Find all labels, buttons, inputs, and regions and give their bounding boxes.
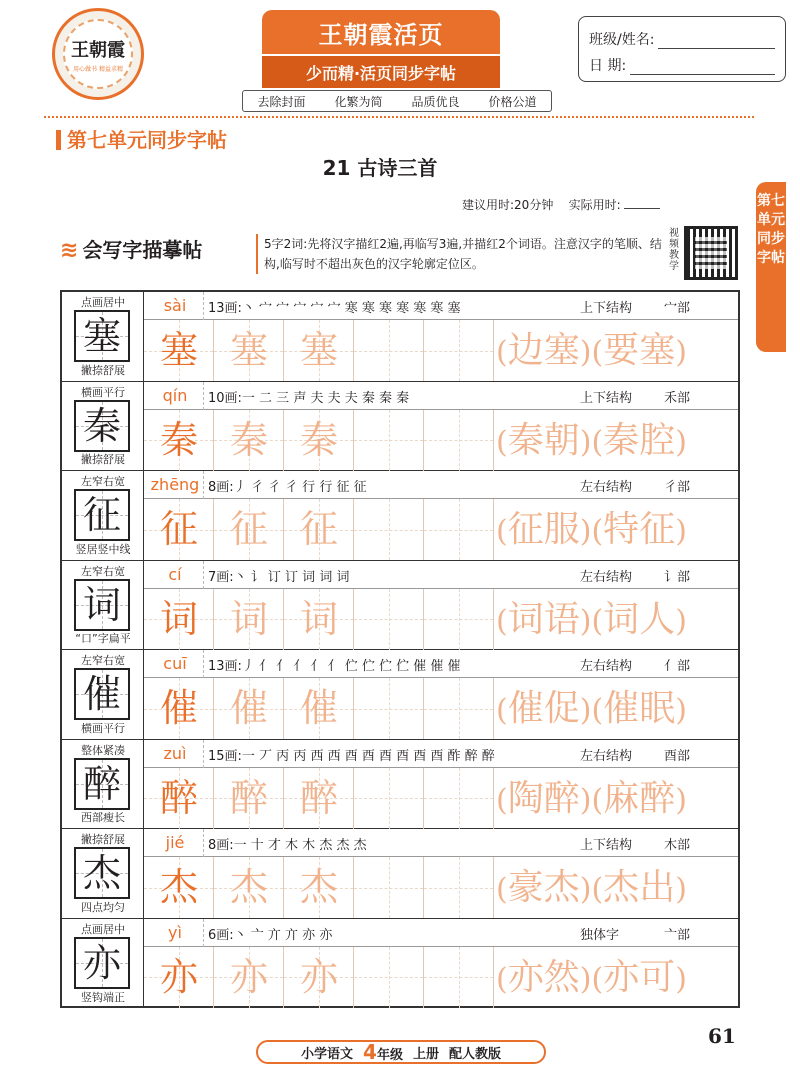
- lesson-title: 21 古诗三首: [322, 156, 438, 180]
- practice-cell[interactable]: [424, 499, 494, 560]
- pinyin: zuì: [163, 743, 187, 763]
- date-label: 日 期:: [589, 58, 627, 74]
- logo-sub: 用心做书 精益求精: [73, 65, 123, 73]
- writing-tip-top: 左窄右宽: [81, 475, 125, 488]
- word-char: 眠: [639, 688, 676, 729]
- char-info-strip: [144, 292, 738, 320]
- trace-char: 杰: [159, 865, 198, 909]
- word-char: 催: [507, 688, 544, 729]
- instructions: 5字2词:先将汉字描红2遍,再临写3遍,并描红2个词语。注意汉字的笔顺、结构,临写时不超出灰色的汉字轮廓定位区。: [256, 234, 666, 274]
- header-divider: [44, 116, 754, 118]
- slogan-item: 品质优良: [411, 94, 460, 109]
- practice-cell[interactable]: [354, 678, 424, 739]
- word-char: 可: [639, 956, 676, 998]
- word-char: 塞: [639, 330, 676, 371]
- trace-char: 征: [299, 507, 338, 551]
- word-trace[interactable]: (催促)(催眠): [496, 688, 687, 729]
- character-row: [62, 650, 738, 740]
- char-radical: 彳部: [664, 480, 691, 495]
- word-char: 杰: [543, 867, 580, 908]
- practice-area: [144, 589, 738, 650]
- trace-char: 秦: [159, 417, 198, 462]
- practice-cell[interactable]: [144, 857, 214, 918]
- trace-char: 征: [229, 507, 268, 551]
- char-info-strip: [144, 650, 738, 678]
- practice-cell[interactable]: [214, 589, 284, 650]
- char-info-strip: [144, 740, 738, 768]
- char-structure: 上下结构: [580, 390, 633, 406]
- char-structure: 左右结构: [580, 659, 633, 674]
- word-char: 秦: [603, 419, 640, 461]
- section-title: ≋ 会写字描摹帖: [60, 238, 203, 263]
- name-field[interactable]: [658, 31, 775, 49]
- practice-cell[interactable]: [214, 768, 284, 829]
- practice-cell[interactable]: [354, 857, 424, 918]
- char-radical: 酉部: [664, 748, 691, 764]
- character-row: [62, 829, 738, 919]
- word-char: 要: [603, 330, 640, 371]
- practice-cell[interactable]: [214, 499, 284, 560]
- practice-cell[interactable]: [284, 499, 354, 560]
- practice-area: [144, 320, 738, 381]
- model-char-box: [74, 668, 130, 720]
- stroke-order: 13画:丿 亻 亻 亻 亻 亻 伫 伫 伫 伫 催 催 催: [208, 659, 461, 674]
- name-label: 班级/姓名:: [589, 32, 655, 48]
- word-char: 人: [639, 598, 676, 640]
- stroke-order: 8画:丿 彳 彳 彳 行 行 征 征: [208, 480, 367, 495]
- unit-title: 第七单元同步字帖: [56, 124, 227, 153]
- writing-tip-bottom: “口”字扁平: [75, 632, 131, 645]
- trace-char: 征: [159, 507, 198, 551]
- practice-area: [144, 768, 738, 829]
- char-radical: 亠部: [664, 927, 691, 943]
- trace-char: 秦: [229, 417, 268, 462]
- practice-cell[interactable]: [144, 768, 214, 829]
- stroke-order: 6画:丶 亠 亣 亣 亦 亦: [208, 927, 333, 943]
- qr-label: 视频教学: [669, 228, 679, 272]
- trace-char: 醉: [299, 775, 338, 820]
- model-char: 亦: [82, 940, 121, 985]
- practice-area: [144, 857, 738, 918]
- pinyin: yì: [168, 922, 182, 942]
- char-structure: 上下结构: [580, 301, 633, 316]
- practice-area: [144, 947, 738, 1008]
- actual-time-field[interactable]: [624, 208, 660, 209]
- char-structure: 左右结构: [580, 480, 633, 495]
- trace-char: 词: [229, 596, 268, 641]
- word-char: 服: [543, 509, 580, 550]
- footer-term: 上册: [412, 1046, 439, 1062]
- word-trace[interactable]: (亦然)(亦可): [496, 956, 687, 998]
- word-char: 征: [639, 509, 676, 550]
- character-row: [62, 561, 738, 651]
- char-model-column: [62, 829, 144, 918]
- brand-banner: [262, 10, 500, 88]
- practice-cell[interactable]: [354, 320, 424, 381]
- trace-char: 催: [159, 686, 198, 730]
- trace-char: 词: [299, 596, 338, 641]
- practice-cell[interactable]: [284, 320, 354, 381]
- practice-area: [144, 678, 738, 739]
- practice-area: [144, 410, 738, 471]
- practice-cell[interactable]: [284, 768, 354, 829]
- pinyin: jié: [165, 833, 185, 852]
- model-char: 词: [82, 582, 121, 627]
- model-char: 醉: [82, 761, 121, 806]
- practice-cell[interactable]: [354, 589, 424, 650]
- writing-tip-bottom: 西部瘦长: [81, 811, 125, 824]
- word-char: 促: [543, 688, 580, 729]
- practice-cell[interactable]: [424, 947, 494, 1008]
- word-char: 朝: [543, 419, 580, 461]
- character-row: [62, 740, 738, 830]
- writing-tip-top: 横画平行: [81, 385, 125, 399]
- word-char: 语: [543, 598, 580, 640]
- banner-title: 王朝霞活页: [318, 20, 444, 49]
- word-trace[interactable]: (词语)(词人): [496, 598, 687, 640]
- practice-cell[interactable]: [144, 320, 214, 381]
- word-trace[interactable]: (陶醉)(麻醉): [496, 777, 687, 819]
- word-trace[interactable]: (豪杰)(杰出): [496, 867, 687, 908]
- char-structure: 上下结构: [580, 838, 633, 853]
- practice-cell[interactable]: [424, 410, 494, 471]
- word-char: 出: [639, 867, 676, 908]
- word-char: 醉: [639, 777, 676, 819]
- char-info-strip: [144, 561, 738, 589]
- trace-char: 亦: [159, 954, 198, 999]
- trace-char: 亦: [299, 954, 338, 999]
- trace-char: 词: [159, 596, 198, 641]
- model-char: 秦: [82, 403, 121, 448]
- practice-cell[interactable]: [284, 678, 354, 739]
- practice-cell[interactable]: [144, 589, 214, 650]
- writing-tip-top: 撇捺舒展: [81, 833, 125, 846]
- char-info-strip: [144, 471, 738, 499]
- word-char: 边: [507, 330, 544, 371]
- footer-grade-number: 4: [363, 1040, 377, 1064]
- model-char: 杰: [82, 851, 121, 895]
- word-trace[interactable]: (秦朝)(秦腔): [496, 419, 687, 461]
- practice-cell[interactable]: [214, 857, 284, 918]
- qr-code-icon[interactable]: [684, 226, 738, 280]
- word-char: 腔: [639, 419, 676, 461]
- word-char: 麻: [603, 777, 640, 819]
- trace-char: 塞: [229, 328, 268, 372]
- practice-cell[interactable]: [424, 678, 494, 739]
- character-row: [62, 919, 738, 1009]
- slogan-bar: [242, 90, 552, 112]
- slogan-item: 去除封面: [257, 94, 306, 109]
- practice-cell[interactable]: [354, 410, 424, 471]
- character-row: [62, 382, 738, 472]
- banner-subtitle: 少而精·活页同步字帖: [305, 63, 457, 83]
- writing-tip-bottom: 撇捺舒展: [81, 363, 125, 377]
- trace-char: 秦: [299, 417, 338, 462]
- practice-cell[interactable]: [144, 678, 214, 739]
- char-radical: 亻部: [664, 659, 691, 674]
- practice-cell[interactable]: [284, 857, 354, 918]
- char-structure: 左右结构: [580, 569, 633, 585]
- logo-text: 王朝霞: [71, 39, 125, 61]
- trace-char: 亦: [229, 954, 268, 999]
- trace-char: 杰: [299, 865, 338, 909]
- time-row: [462, 196, 660, 213]
- char-model-column: [62, 561, 144, 650]
- page-number: 61: [708, 1024, 736, 1048]
- char-model-column: [62, 471, 144, 560]
- writing-tip-top: 点画居中: [81, 296, 125, 309]
- practice-cell[interactable]: [144, 499, 214, 560]
- stroke-order: 13画:丶 宀 宀 宀 宀 宀 寒 寒 寒 寒 寒 寒 塞: [208, 301, 461, 316]
- practice-cell[interactable]: [354, 947, 424, 1008]
- char-radical: 宀部: [664, 301, 691, 316]
- writing-tip-top: 左窄右宽: [81, 654, 125, 667]
- char-model-column: [62, 382, 144, 471]
- model-char-box: [74, 579, 130, 631]
- char-model-column: [62, 919, 144, 1009]
- model-char-box: [74, 937, 130, 989]
- writing-tip-bottom: 撇捺舒展: [81, 453, 125, 466]
- word-char: 然: [543, 956, 580, 998]
- footer-badge: [256, 1040, 546, 1064]
- word-char: 征: [507, 509, 544, 550]
- char-model-column: [62, 650, 144, 739]
- word-char: 催: [603, 688, 640, 729]
- practice-grid: [60, 290, 740, 1008]
- practice-cell[interactable]: [144, 410, 214, 471]
- writing-tip-bottom: 竖居竖中线: [75, 542, 131, 556]
- model-char: 催: [82, 672, 121, 716]
- pinyin: cí: [168, 564, 182, 584]
- char-model-column: [62, 740, 144, 829]
- practice-cell[interactable]: [284, 410, 354, 471]
- writing-tip-bottom: 横画平行: [81, 721, 125, 735]
- word-char: 特: [603, 509, 640, 550]
- footer-edition: 配人教版: [448, 1046, 501, 1062]
- practice-cell[interactable]: [424, 857, 494, 918]
- stroke-order: 10画:一 二 三 声 夫 夫 夫 秦 秦 秦: [208, 390, 410, 406]
- word-trace[interactable]: (边塞)(要塞): [496, 330, 687, 371]
- char-info-strip: [144, 829, 738, 857]
- practice-cell[interactable]: [214, 678, 284, 739]
- word-char: 塞: [543, 330, 580, 371]
- practice-cell[interactable]: [424, 589, 494, 650]
- practice-cell[interactable]: [354, 768, 424, 829]
- wave-icon: ≋: [60, 238, 79, 263]
- model-char-box: [74, 310, 130, 362]
- brand-logo: [52, 8, 144, 100]
- word-char: 词: [507, 598, 544, 640]
- word-trace[interactable]: (征服)(特征): [496, 509, 687, 550]
- char-radical: 禾部: [664, 390, 691, 406]
- practice-area: [144, 499, 738, 560]
- model-char-box: [74, 847, 130, 899]
- char-model-column: [62, 292, 144, 381]
- word-char: 词: [603, 598, 640, 640]
- pinyin: sài: [163, 296, 187, 315]
- trace-char: 醉: [229, 775, 268, 820]
- practice-cell[interactable]: [144, 947, 214, 1008]
- student-info-box: [578, 16, 786, 82]
- char-info-strip: [144, 919, 738, 947]
- word-char: 亦: [507, 956, 544, 998]
- practice-cell[interactable]: [214, 410, 284, 471]
- pinyin: zhēng: [150, 475, 200, 494]
- model-char-box: [74, 758, 130, 810]
- word-char: 亦: [603, 956, 640, 998]
- pinyin: cuī: [163, 654, 187, 673]
- character-row: [62, 471, 738, 561]
- pinyin: qín: [162, 385, 188, 405]
- char-radical: 讠部: [664, 569, 691, 585]
- practice-cell[interactable]: [424, 320, 494, 381]
- word-char: 醉: [543, 777, 580, 819]
- side-tab: 第七单元同步字帖: [756, 182, 786, 352]
- practice-cell[interactable]: [284, 589, 354, 650]
- practice-cell[interactable]: [214, 320, 284, 381]
- word-char: 杰: [603, 867, 640, 908]
- writing-tip-bottom: 四点均匀: [81, 900, 125, 914]
- trace-char: 催: [299, 686, 338, 730]
- date-field[interactable]: [630, 57, 775, 75]
- practice-cell[interactable]: [284, 947, 354, 1008]
- trace-char: 塞: [159, 328, 198, 372]
- stroke-order: 15画:一 丆 丙 丙 西 西 酉 酉 酉 酉 酉 酉 酢 醉 醉: [208, 748, 495, 764]
- practice-cell[interactable]: [424, 768, 494, 829]
- model-char: 塞: [82, 314, 121, 358]
- character-row: [62, 292, 738, 382]
- stroke-order: 8画:一 十 才 木 木 杰 杰 杰: [208, 838, 367, 853]
- suggested-time: 建议用时:20分钟: [462, 198, 554, 212]
- slogan-item: 价格公道: [488, 94, 537, 109]
- stroke-order: 7画:丶 讠 订 订 词 词 词: [208, 569, 350, 585]
- writing-tip-top: 整体紧凑: [81, 743, 125, 757]
- char-structure: 左右结构: [580, 748, 633, 764]
- writing-tip-bottom: 竖钩端正: [81, 991, 125, 1004]
- footer-grade-unit: 年级: [376, 1048, 403, 1063]
- model-char-box: [74, 489, 130, 541]
- writing-tip-top: 左窄右宽: [81, 564, 125, 578]
- practice-cell[interactable]: [354, 499, 424, 560]
- word-char: 秦: [507, 419, 544, 461]
- trace-char: 塞: [299, 328, 338, 372]
- model-char-box: [74, 400, 130, 452]
- word-char: 豪: [507, 867, 544, 908]
- footer-subject: 小学语文: [301, 1046, 354, 1062]
- trace-char: 醉: [159, 775, 198, 820]
- trace-char: 杰: [229, 865, 268, 909]
- actual-time-label: 实际用时:: [568, 198, 621, 212]
- model-char: 征: [82, 493, 121, 537]
- writing-tip-top: 点画居中: [81, 922, 125, 936]
- char-structure: 独体字: [580, 927, 620, 943]
- char-info-strip: [144, 382, 738, 410]
- practice-cell[interactable]: [214, 947, 284, 1008]
- trace-char: 催: [229, 686, 268, 730]
- word-char: 陶: [507, 777, 544, 819]
- char-radical: 木部: [664, 838, 691, 853]
- slogan-item: 化繁为简: [334, 94, 383, 109]
